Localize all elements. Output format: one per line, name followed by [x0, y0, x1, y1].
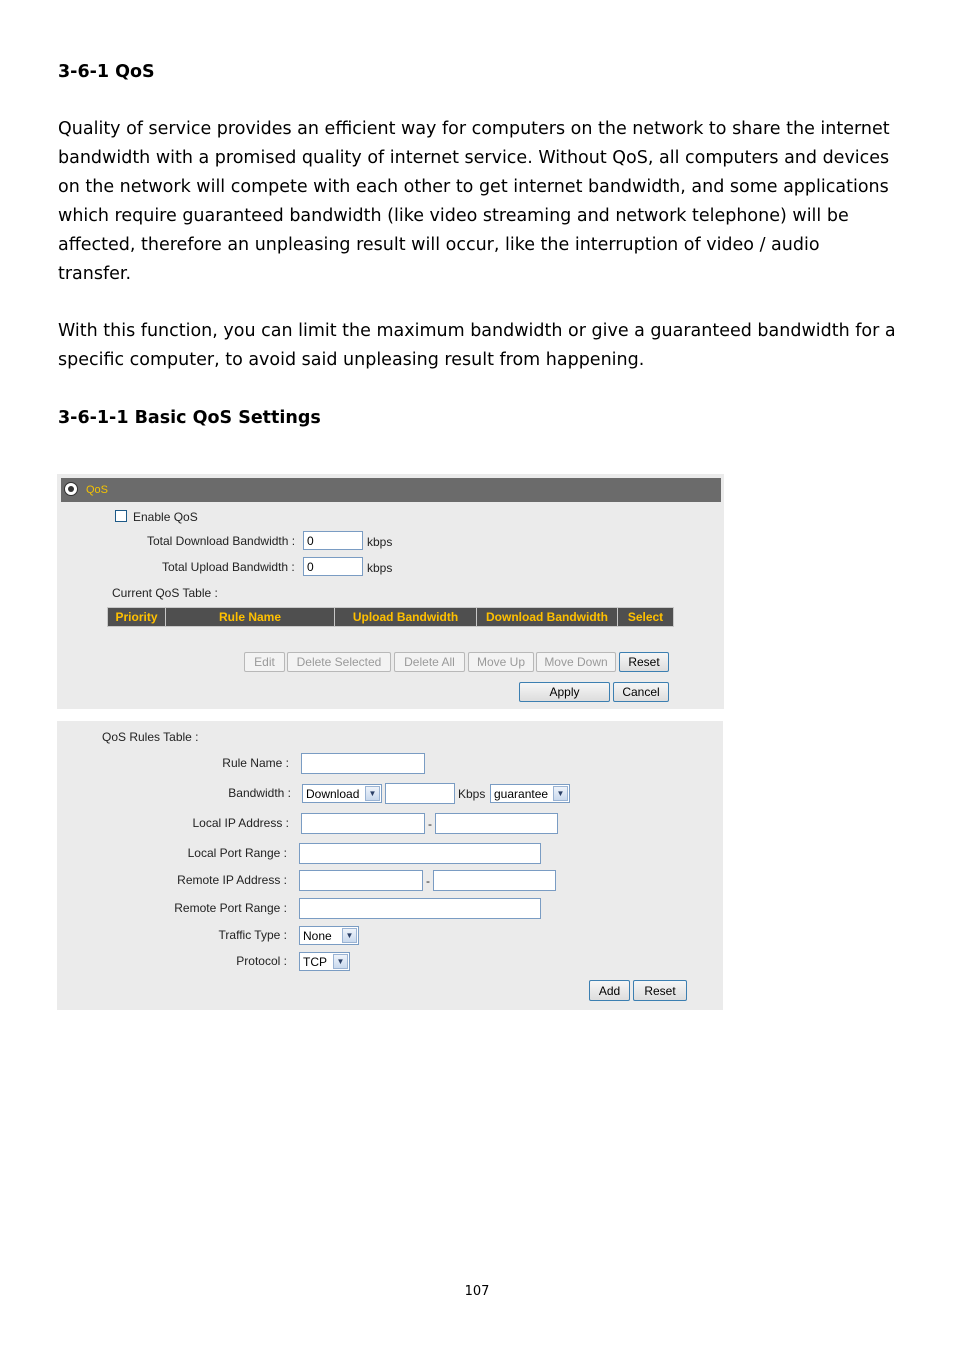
remote-ip-end-input[interactable] — [433, 870, 556, 891]
reset-table-button[interactable]: Reset — [619, 652, 669, 672]
column-upload-bandwidth: Upload Bandwidth — [335, 608, 477, 626]
remote-port-input[interactable] — [299, 898, 541, 919]
function-paragraph: With this function, you can limit the maximum bandwidth or give a guaranteed bandwidth for a specific computer, to avoid said unpleasing result from happening. — [58, 321, 896, 370]
chevron-down-icon: ▼ — [333, 954, 348, 969]
qos-panel-title: QoS — [86, 484, 109, 496]
remote-ip-start-input[interactable] — [299, 870, 423, 891]
download-bandwidth-label: Total Download Bandwidth : — [147, 534, 296, 548]
column-rule-name: Rule Name — [166, 608, 335, 626]
local-ip-end-input[interactable] — [435, 813, 558, 834]
remote-ip-separator: - — [426, 874, 430, 888]
page-number: 107 — [464, 1284, 490, 1299]
cancel-button[interactable]: Cancel — [613, 682, 669, 702]
qos-settings-panel — [57, 474, 724, 709]
delete-selected-button[interactable]: Delete Selected — [287, 652, 391, 672]
delete-all-button[interactable]: Delete All — [394, 652, 465, 672]
protocol-value: TCP — [303, 954, 327, 969]
protocol-select[interactable] — [299, 952, 350, 971]
qos-rules-table-label: QoS Rules Table : — [102, 730, 199, 744]
column-select: Select — [627, 610, 664, 624]
add-rule-button[interactable]: Add — [589, 980, 630, 1001]
protocol-label: Protocol : — [236, 954, 287, 968]
download-unit: kbps — [367, 535, 393, 549]
intro-paragraph: Quality of service provides an efficient way for computers on the network to share the internet bandwidth with a promised quality of internet service. Without QoS, all computers and devices on the network will compete with each other to get internet bandwidth, and some applications which require guaranteed bandwidth (like video streaming and network telephone) will be affected, therefore an unpleasing result will occur, like the interruption of video / audio transfer. — [58, 119, 890, 284]
download-bandwidth-input[interactable] — [303, 531, 363, 550]
traffic-type-value: None — [303, 928, 332, 943]
remote-port-label: Remote Port Range : — [174, 901, 287, 915]
current-qos-table-label: Current QoS Table : — [112, 586, 218, 600]
current-qos-table-header — [107, 607, 674, 627]
bandwidth-mode-value: guarantee — [494, 786, 549, 801]
local-ip-label: Local IP Address : — [192, 816, 289, 830]
direction-value: Download — [306, 786, 360, 801]
remote-ip-label: Remote IP Address : — [177, 873, 287, 887]
bandwidth-unit: Kbps — [458, 787, 486, 801]
section-title: 3-6-1 QoS — [58, 62, 155, 82]
upload-bandwidth-input[interactable] — [303, 557, 363, 576]
chevron-down-icon: ▼ — [342, 928, 357, 943]
qos-panel-header — [61, 478, 721, 502]
bandwidth-value-input[interactable] — [385, 783, 455, 804]
move-up-button[interactable]: Move Up — [468, 652, 534, 672]
column-download-bandwidth: Download Bandwidth — [477, 608, 618, 626]
edit-button[interactable]: Edit — [244, 652, 285, 672]
traffic-type-select[interactable] — [299, 926, 359, 945]
upload-bandwidth-label: Total Upload Bandwidth : — [162, 560, 295, 574]
move-down-button[interactable]: Move Down — [536, 652, 616, 672]
chevron-down-icon: ▼ — [553, 786, 568, 801]
qos-bullet-icon — [64, 482, 78, 496]
bandwidth-mode-select[interactable] — [490, 784, 570, 803]
enable-qos-label: Enable QoS — [133, 510, 198, 524]
reset-rule-button[interactable]: Reset — [633, 980, 687, 1001]
qos-rules-panel — [57, 721, 723, 1010]
rule-name-input[interactable] — [301, 753, 425, 774]
local-port-input[interactable] — [299, 843, 541, 864]
column-priority: Priority — [108, 608, 166, 626]
chevron-down-icon: ▼ — [365, 786, 380, 801]
upload-unit: kbps — [367, 561, 393, 575]
local-ip-separator: - — [428, 817, 432, 831]
rule-name-label: Rule Name : — [222, 756, 289, 770]
local-ip-start-input[interactable] — [301, 813, 425, 834]
traffic-type-label: Traffic Type : — [218, 928, 287, 942]
local-port-label: Local Port Range : — [187, 846, 287, 860]
subsection-title: 3-6-1-1 Basic QoS Settings — [58, 408, 321, 428]
direction-select[interactable] — [302, 784, 382, 803]
enable-qos-checkbox[interactable] — [115, 510, 127, 522]
apply-button[interactable]: Apply — [519, 682, 610, 702]
bandwidth-label: Bandwidth : — [228, 786, 291, 800]
